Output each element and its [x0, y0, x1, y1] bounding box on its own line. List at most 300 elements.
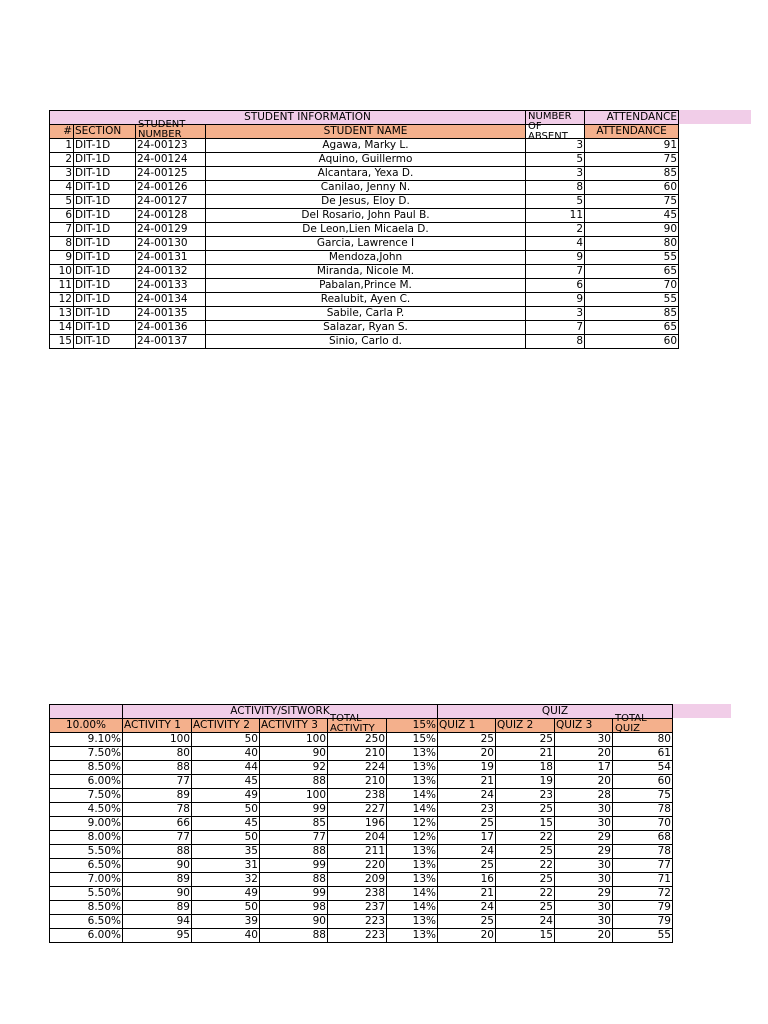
student-number-cell[interactable]: 24-00137	[136, 335, 206, 349]
total-quiz-cell[interactable]: 72	[613, 887, 673, 901]
section-cell[interactable]: DIT-1D	[74, 167, 136, 181]
attendance-percent-cell[interactable]: 5.50%	[50, 845, 123, 859]
quiz-1-cell[interactable]: 24	[438, 789, 496, 803]
header-activity-1[interactable]: ACTIVITY 1	[123, 719, 192, 733]
attendance-cell[interactable]: 85	[585, 167, 679, 181]
quiz-3-cell[interactable]: 30	[555, 901, 613, 915]
student-number-cell[interactable]: 24-00135	[136, 307, 206, 321]
attendance-cell[interactable]: 75	[585, 195, 679, 209]
total-quiz-cell[interactable]: 71	[613, 873, 673, 887]
activity-2-cell[interactable]: 49	[192, 887, 260, 901]
section-cell[interactable]: DIT-1D	[74, 153, 136, 167]
quiz-2-cell[interactable]: 25	[496, 803, 555, 817]
activity-percent-cell[interactable]: 14%	[387, 789, 438, 803]
header-total-quiz[interactable]	[613, 713, 673, 734]
absent-count-cell[interactable]: 3	[526, 307, 585, 321]
row-number-cell[interactable]: 1	[50, 139, 74, 153]
quiz-1-cell[interactable]: 23	[438, 803, 496, 817]
table-row	[50, 915, 673, 929]
student-number-cell[interactable]: 24-00123	[136, 139, 206, 153]
table-row	[50, 237, 679, 251]
activity-2-cell[interactable]: 50	[192, 803, 260, 817]
header-fill-extension	[678, 110, 751, 124]
total-activity-cell[interactable]: 223	[328, 929, 387, 943]
total-quiz-cell[interactable]: 79	[613, 901, 673, 915]
activity-2-cell[interactable]: 40	[192, 747, 260, 761]
student-number-cell[interactable]: 24-00125	[136, 167, 206, 181]
absent-count-cell[interactable]: 3	[526, 139, 585, 153]
total-activity-cell[interactable]: 250	[328, 733, 387, 747]
row-number-cell[interactable]: 14	[50, 321, 74, 335]
total-activity-cell[interactable]: 196	[328, 817, 387, 831]
activity-3-cell[interactable]: 100	[260, 789, 328, 803]
activity-percent-cell[interactable]: 14%	[387, 887, 438, 901]
quiz-1-cell[interactable]: 20	[438, 929, 496, 943]
total-activity-cell[interactable]: 210	[328, 747, 387, 761]
activity-3-cell[interactable]: 88	[260, 775, 328, 789]
total-activity-label: TOTAL ACTIVITY	[330, 713, 375, 734]
section-cell[interactable]: DIT-1D	[74, 223, 136, 237]
quiz-3-cell[interactable]: 30	[555, 859, 613, 873]
table-row	[50, 887, 673, 901]
activity-3-cell[interactable]: 85	[260, 817, 328, 831]
quiz-2-cell[interactable]: 25	[496, 901, 555, 915]
student-name-cell[interactable]: Pabalan,Prince M.	[206, 279, 526, 293]
activity-3-cell[interactable]: 88	[260, 845, 328, 859]
student-information-title: STUDENT INFORMATION	[244, 111, 371, 123]
activity-3-cell[interactable]: 99	[260, 887, 328, 901]
activity-percent-cell[interactable]: 13%	[387, 761, 438, 775]
quiz-3-cell[interactable]: 30	[555, 873, 613, 887]
row-number-cell[interactable]: 12	[50, 293, 74, 307]
total-activity-cell[interactable]: 224	[328, 761, 387, 775]
row-number-cell[interactable]: 8	[50, 237, 74, 251]
row-number-cell[interactable]: 13	[50, 307, 74, 321]
absent-count-cell[interactable]: 6	[526, 279, 585, 293]
activity-2-cell[interactable]: 39	[192, 915, 260, 929]
attendance-cell[interactable]: 65	[585, 321, 679, 335]
header-section[interactable]: SECTION	[74, 125, 136, 139]
table-row	[50, 733, 673, 747]
quiz-1-cell[interactable]: 24	[438, 845, 496, 859]
activity-2-cell[interactable]: 49	[192, 789, 260, 803]
quiz-3-cell[interactable]: 30	[555, 733, 613, 747]
total-quiz-cell[interactable]: 78	[613, 803, 673, 817]
header-quiz-3[interactable]: QUIZ 3	[555, 719, 613, 733]
total-activity-cell[interactable]: 223	[328, 915, 387, 929]
row-number-cell[interactable]: 9	[50, 251, 74, 265]
absent-count-cell[interactable]: 5	[526, 153, 585, 167]
section-cell[interactable]: DIT-1D	[74, 293, 136, 307]
attendance-percent-cell[interactable]: 6.50%	[50, 859, 123, 873]
header-activity-3[interactable]: ACTIVITY 3	[260, 719, 328, 733]
quiz-2-cell[interactable]: 25	[496, 873, 555, 887]
header-fill-extension	[672, 704, 731, 718]
total-quiz-cell[interactable]: 77	[613, 859, 673, 873]
header-activity-percent[interactable]: 15%	[387, 719, 438, 733]
quiz-3-cell[interactable]: 20	[555, 929, 613, 943]
quiz-3-cell[interactable]: 29	[555, 887, 613, 901]
section-cell[interactable]: DIT-1D	[74, 265, 136, 279]
activity-2-cell[interactable]: 32	[192, 873, 260, 887]
attendance-percent-cell[interactable]: 5.50%	[50, 887, 123, 901]
student-name-cell[interactable]: Mendoza,John	[206, 251, 526, 265]
activity-1-cell[interactable]: 80	[123, 747, 192, 761]
student-information-title-cell[interactable]	[50, 111, 526, 125]
activity-percent-cell[interactable]: 12%	[387, 817, 438, 831]
total-activity-cell[interactable]: 237	[328, 901, 387, 915]
activity-1-cell[interactable]: 89	[123, 901, 192, 915]
student-number-cell[interactable]: 24-00129	[136, 223, 206, 237]
activity-percent-cell[interactable]: 15%	[387, 733, 438, 747]
header-quiz-2[interactable]: QUIZ 2	[496, 719, 555, 733]
total-activity-cell[interactable]: 238	[328, 789, 387, 803]
activity-2-cell[interactable]: 35	[192, 845, 260, 859]
quiz-1-cell[interactable]: 19	[438, 761, 496, 775]
activity-1-cell[interactable]: 89	[123, 873, 192, 887]
student-name-cell[interactable]: De Leon,Lien Micaela D.	[206, 223, 526, 237]
attendance-cell[interactable]: 45	[585, 209, 679, 223]
quiz-3-cell[interactable]: 29	[555, 845, 613, 859]
total-activity-cell[interactable]: 238	[328, 887, 387, 901]
total-quiz-cell[interactable]: 55	[613, 929, 673, 943]
table-row	[50, 223, 679, 237]
activity-2-cell[interactable]: 40	[192, 929, 260, 943]
activity-1-cell[interactable]: 90	[123, 887, 192, 901]
row-number-cell[interactable]: 4	[50, 181, 74, 195]
activity-1-cell[interactable]: 88	[123, 761, 192, 775]
student-name-cell[interactable]: Agawa, Marky L.	[206, 139, 526, 153]
quiz-2-cell[interactable]: 15	[496, 817, 555, 831]
attendance-cell[interactable]: 91	[585, 139, 679, 153]
attendance-cell[interactable]: 90	[585, 223, 679, 237]
activity-3-cell[interactable]: 99	[260, 803, 328, 817]
table-row	[50, 181, 679, 195]
header-attendance[interactable]: ATTENDANCE	[585, 125, 679, 139]
student-information-table	[49, 110, 679, 349]
table-row	[50, 929, 673, 943]
absent-count-cell[interactable]: 9	[526, 251, 585, 265]
attendance-percent-cell[interactable]: 9.00%	[50, 817, 123, 831]
quiz-2-cell[interactable]: 25	[496, 733, 555, 747]
table-row	[50, 307, 679, 321]
quiz-1-cell[interactable]: 21	[438, 775, 496, 789]
student-number-cell[interactable]: 24-00127	[136, 195, 206, 209]
quiz-1-cell[interactable]: 20	[438, 747, 496, 761]
quiz-2-cell[interactable]: 15	[496, 929, 555, 943]
attendance-percent-cell[interactable]: 7.50%	[50, 789, 123, 803]
table-row	[50, 251, 679, 265]
activity-3-cell[interactable]: 90	[260, 915, 328, 929]
section-cell[interactable]: DIT-1D	[74, 195, 136, 209]
quiz-2-cell[interactable]: 21	[496, 747, 555, 761]
total-activity-cell[interactable]: 211	[328, 845, 387, 859]
activity-3-cell[interactable]: 100	[260, 733, 328, 747]
activity-percent-cell[interactable]: 12%	[387, 831, 438, 845]
student-name-cell[interactable]: Aquino, Guillermo	[206, 153, 526, 167]
activity-percent-cell[interactable]: 13%	[387, 915, 438, 929]
total-activity-cell[interactable]: 227	[328, 803, 387, 817]
attendance-percent-cell[interactable]: 6.50%	[50, 915, 123, 929]
header-quiz-1[interactable]: QUIZ 1	[438, 719, 496, 733]
row-number-cell[interactable]: 3	[50, 167, 74, 181]
activity-3-cell[interactable]: 88	[260, 873, 328, 887]
student-number-cell[interactable]: 24-00132	[136, 265, 206, 279]
table-row	[50, 265, 679, 279]
row-number-cell[interactable]: 7	[50, 223, 74, 237]
activity-3-cell[interactable]: 99	[260, 859, 328, 873]
attendance-group-label: ATTENDANCE	[606, 111, 678, 123]
activity-2-cell[interactable]: 50	[192, 733, 260, 747]
activity-1-cell[interactable]: 89	[123, 789, 192, 803]
quiz-3-cell[interactable]: 28	[555, 789, 613, 803]
absent-count-cell[interactable]: 4	[526, 237, 585, 251]
quiz-3-cell[interactable]: 17	[555, 761, 613, 775]
student-name-cell[interactable]: Salazar, Ryan S.	[206, 321, 526, 335]
activity-1-cell[interactable]: 66	[123, 817, 192, 831]
total-quiz-cell[interactable]: 78	[613, 845, 673, 859]
quiz-1-cell[interactable]: 24	[438, 901, 496, 915]
table-row	[50, 775, 673, 789]
student-name-cell[interactable]: Miranda, Nicole M.	[206, 265, 526, 279]
quiz-2-cell[interactable]: 22	[496, 859, 555, 873]
absent-count-cell[interactable]: 2	[526, 223, 585, 237]
attendance-cell[interactable]: 75	[585, 153, 679, 167]
student-number-cell[interactable]: 24-00133	[136, 279, 206, 293]
quiz-1-cell[interactable]: 16	[438, 873, 496, 887]
activity-3-cell[interactable]: 77	[260, 831, 328, 845]
activity-3-cell[interactable]: 90	[260, 747, 328, 761]
group-header-blank[interactable]	[50, 705, 123, 719]
header-number[interactable]: #	[50, 125, 74, 139]
section-cell[interactable]: DIT-1D	[74, 209, 136, 223]
row-number-cell[interactable]: 6	[50, 209, 74, 223]
attendance-percent-cell[interactable]: 6.00%	[50, 775, 123, 789]
table-row	[50, 901, 673, 915]
grade-rows	[50, 733, 673, 943]
table-row	[50, 293, 679, 307]
section-cell[interactable]: DIT-1D	[74, 321, 136, 335]
quiz-2-cell[interactable]: 25	[496, 845, 555, 859]
section-cell[interactable]: DIT-1D	[74, 307, 136, 321]
quiz-3-cell[interactable]: 30	[555, 817, 613, 831]
header-student-name[interactable]: STUDENT NAME	[206, 125, 526, 139]
section-cell[interactable]: DIT-1D	[74, 237, 136, 251]
activity-1-cell[interactable]: 95	[123, 929, 192, 943]
table-row	[50, 859, 673, 873]
total-quiz-cell[interactable]: 70	[613, 817, 673, 831]
header-activity-2[interactable]: ACTIVITY 2	[192, 719, 260, 733]
attendance-percent-cell[interactable]: 8.50%	[50, 761, 123, 775]
attendance-percent-cell[interactable]: 7.50%	[50, 747, 123, 761]
activity-3-cell[interactable]: 88	[260, 929, 328, 943]
absent-count-cell[interactable]: 9	[526, 293, 585, 307]
table-row	[50, 153, 679, 167]
table-row	[50, 789, 673, 803]
total-quiz-cell[interactable]: 60	[613, 775, 673, 789]
activity-3-cell[interactable]: 92	[260, 761, 328, 775]
student-name-cell[interactable]: Canilao, Jenny N.	[206, 181, 526, 195]
activity-percent-cell[interactable]: 13%	[387, 873, 438, 887]
total-quiz-cell[interactable]: 61	[613, 747, 673, 761]
quiz-2-cell[interactable]: 24	[496, 915, 555, 929]
quiz-1-cell[interactable]: 25	[438, 915, 496, 929]
student-rows	[50, 139, 679, 349]
absent-count-cell[interactable]: 7	[526, 265, 585, 279]
total-activity-cell[interactable]: 209	[328, 873, 387, 887]
activity-group-header[interactable]	[123, 705, 438, 719]
table-row	[50, 279, 679, 293]
table-row	[50, 195, 679, 209]
activity-percent-cell[interactable]: 13%	[387, 859, 438, 873]
activity-2-cell[interactable]: 50	[192, 831, 260, 845]
attendance-percent-cell[interactable]: 6.00%	[50, 929, 123, 943]
activity-percent-cell[interactable]: 13%	[387, 845, 438, 859]
student-number-cell[interactable]: 24-00131	[136, 251, 206, 265]
total-quiz-cell[interactable]: 54	[613, 761, 673, 775]
quiz-group-label: QUIZ	[541, 705, 569, 717]
attendance-percent-cell[interactable]: 9.10%	[50, 733, 123, 747]
attendance-cell[interactable]: 85	[585, 307, 679, 321]
quiz-1-cell[interactable]: 25	[438, 817, 496, 831]
quiz-3-cell[interactable]: 20	[555, 775, 613, 789]
row-number-cell[interactable]: 2	[50, 153, 74, 167]
table-row	[50, 747, 673, 761]
table-row	[50, 817, 673, 831]
quiz-3-cell[interactable]: 29	[555, 831, 613, 845]
number-of-absent-header[interactable]	[526, 111, 585, 142]
activity-2-cell[interactable]: 44	[192, 761, 260, 775]
activity-3-cell[interactable]: 98	[260, 901, 328, 915]
quiz-2-cell[interactable]: 19	[496, 775, 555, 789]
number-of-absent-label: NUMBER OF ABSENT	[528, 111, 572, 142]
quiz-2-cell[interactable]: 22	[496, 831, 555, 845]
student-name-cell[interactable]: Realubit, Ayen C.	[206, 293, 526, 307]
total-quiz-cell[interactable]: 68	[613, 831, 673, 845]
attendance-cell[interactable]: 80	[585, 237, 679, 251]
section-cell[interactable]: DIT-1D	[74, 139, 136, 153]
activity-group-label: ACTIVITY/SITWORK	[230, 705, 330, 717]
total-quiz-cell[interactable]: 75	[613, 789, 673, 803]
column-header-row	[50, 125, 679, 139]
table-row	[50, 335, 679, 349]
student-number-label: STUDENT NUMBER	[138, 119, 186, 140]
activity-1-cell[interactable]: 77	[123, 831, 192, 845]
activity-percent-cell[interactable]: 13%	[387, 929, 438, 943]
student-name-cell[interactable]: Alcantara, Yexa D.	[206, 167, 526, 181]
activity-2-cell[interactable]: 45	[192, 817, 260, 831]
activity-1-cell[interactable]: 77	[123, 775, 192, 789]
activity-1-cell[interactable]: 100	[123, 733, 192, 747]
absent-count-cell[interactable]: 5	[526, 195, 585, 209]
attendance-group-header[interactable]	[585, 111, 679, 125]
quiz-1-cell[interactable]: 21	[438, 887, 496, 901]
student-name-cell[interactable]: Del Rosario, John Paul B.	[206, 209, 526, 223]
header-attendance-percent[interactable]: 10.00%	[50, 719, 123, 733]
section-cell[interactable]: DIT-1D	[74, 251, 136, 265]
quiz-3-cell[interactable]: 20	[555, 747, 613, 761]
section-cell[interactable]: DIT-1D	[74, 279, 136, 293]
absent-count-cell[interactable]: 7	[526, 321, 585, 335]
student-number-cell[interactable]: 24-00134	[136, 293, 206, 307]
section-cell[interactable]: DIT-1D	[74, 335, 136, 349]
attendance-cell[interactable]: 60	[585, 335, 679, 349]
student-name-cell[interactable]: De Jesus, Eloy D.	[206, 195, 526, 209]
attendance-cell[interactable]: 55	[585, 251, 679, 265]
quiz-3-cell[interactable]: 30	[555, 803, 613, 817]
total-activity-cell[interactable]: 210	[328, 775, 387, 789]
student-number-cell[interactable]: 24-00130	[136, 237, 206, 251]
total-quiz-label: TOTAL QUIZ	[615, 713, 647, 734]
quiz-1-cell[interactable]: 25	[438, 859, 496, 873]
activity-2-cell[interactable]: 31	[192, 859, 260, 873]
activity-1-cell[interactable]: 90	[123, 859, 192, 873]
total-quiz-cell[interactable]: 79	[613, 915, 673, 929]
quiz-2-cell[interactable]: 23	[496, 789, 555, 803]
attendance-percent-cell[interactable]: 8.00%	[50, 831, 123, 845]
absent-count-cell[interactable]: 3	[526, 167, 585, 181]
table-row	[50, 845, 673, 859]
total-activity-cell[interactable]: 204	[328, 831, 387, 845]
student-number-cell[interactable]: 24-00124	[136, 153, 206, 167]
quiz-2-cell[interactable]: 22	[496, 887, 555, 901]
quiz-1-cell[interactable]: 25	[438, 733, 496, 747]
row-number-cell[interactable]: 15	[50, 335, 74, 349]
quiz-2-cell[interactable]: 18	[496, 761, 555, 775]
attendance-cell[interactable]: 55	[585, 293, 679, 307]
total-activity-cell[interactable]: 220	[328, 859, 387, 873]
quiz-3-cell[interactable]: 30	[555, 915, 613, 929]
header-student-number[interactable]	[136, 119, 206, 140]
activity-2-cell[interactable]: 45	[192, 775, 260, 789]
student-number-cell[interactable]: 24-00128	[136, 209, 206, 223]
activity-2-cell[interactable]: 50	[192, 901, 260, 915]
total-quiz-cell[interactable]: 80	[613, 733, 673, 747]
header-total-activity[interactable]	[328, 713, 387, 734]
table-row	[50, 209, 679, 223]
activity-1-cell[interactable]: 78	[123, 803, 192, 817]
student-name-cell[interactable]: Sinio, Carlo d.	[206, 335, 526, 349]
student-name-cell[interactable]: Garcia, Lawrence I	[206, 237, 526, 251]
activity-1-cell[interactable]: 88	[123, 845, 192, 859]
row-number-cell[interactable]: 5	[50, 195, 74, 209]
activity-percent-cell[interactable]: 14%	[387, 901, 438, 915]
section-cell[interactable]: DIT-1D	[74, 181, 136, 195]
row-number-cell[interactable]: 10	[50, 265, 74, 279]
activity-1-cell[interactable]: 94	[123, 915, 192, 929]
column-header-row	[50, 719, 673, 733]
student-name-cell[interactable]: Sabile, Carla P.	[206, 307, 526, 321]
attendance-percent-cell[interactable]: 4.50%	[50, 803, 123, 817]
absent-count-cell[interactable]: 8	[526, 181, 585, 195]
grades-table	[49, 704, 673, 943]
absent-count-cell[interactable]: 11	[526, 209, 585, 223]
activity-percent-cell[interactable]: 14%	[387, 803, 438, 817]
attendance-cell[interactable]: 65	[585, 265, 679, 279]
activity-percent-cell[interactable]: 13%	[387, 747, 438, 761]
student-number-cell[interactable]: 24-00126	[136, 181, 206, 195]
table-row	[50, 761, 673, 775]
attendance-percent-cell[interactable]: 7.00%	[50, 873, 123, 887]
absent-count-cell[interactable]: 8	[526, 335, 585, 349]
quiz-1-cell[interactable]: 17	[438, 831, 496, 845]
student-number-cell[interactable]: 24-00136	[136, 321, 206, 335]
activity-percent-cell[interactable]: 13%	[387, 775, 438, 789]
attendance-cell[interactable]: 70	[585, 279, 679, 293]
row-number-cell[interactable]: 11	[50, 279, 74, 293]
attendance-percent-cell[interactable]: 8.50%	[50, 901, 123, 915]
attendance-cell[interactable]: 60	[585, 181, 679, 195]
